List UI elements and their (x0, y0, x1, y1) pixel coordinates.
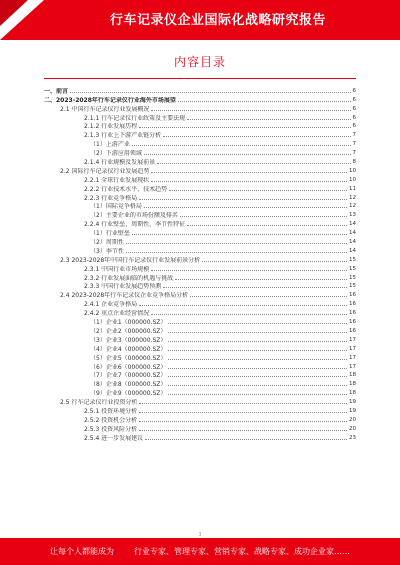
toc-dot-leader (70, 92, 350, 93)
toc-entry-label: （3）季节性 (90, 247, 124, 255)
toc-entry[interactable] (44, 317, 356, 326)
toc-entry[interactable] (44, 228, 356, 237)
toc-title: 内容目录 (173, 55, 226, 69)
toc-dot-leader (187, 225, 347, 226)
toc-dot-leader (168, 359, 347, 360)
toc-dot-leader (163, 136, 350, 137)
toc-entry-label: （6）企业6（000000.SZ） (90, 363, 167, 371)
toc-entry-page: 8 (352, 159, 356, 166)
toc-dot-leader (151, 181, 347, 182)
toc-entry-page: 14 (349, 221, 356, 228)
toc-entry-label: 一、前言 (44, 87, 69, 95)
toc-entry-label: 2.3 2023-2028年中国行车记录仪行业发展前景分析 (60, 256, 201, 264)
toc-entry-page: 11 (349, 185, 356, 192)
toc-entry-label: 2.2.3 行业竞争格局 (84, 194, 138, 202)
toc-dot-leader (139, 430, 347, 431)
toc-entry[interactable] (44, 210, 356, 219)
toc-dot-leader (144, 154, 351, 155)
toc-entry-label: 二、2023-2028年行车记录仪行业海外市场展望 (44, 96, 176, 104)
toc-entry-page: 6 (352, 105, 356, 112)
toc-entry-label: （8）企业8（000000.SZ） (90, 381, 167, 389)
toc-entry-label: 2.4 2023-2028年行车记录仪企业竞争格局分析 (60, 292, 189, 300)
toc-entry[interactable] (44, 157, 356, 166)
toc-entry-page: 6 (352, 87, 356, 94)
toc-entry-page: 12 (349, 203, 356, 210)
toc-entry[interactable] (44, 166, 356, 175)
toc-entry[interactable] (44, 273, 356, 282)
toc-dot-leader (139, 305, 347, 306)
footer-banner (0, 538, 400, 565)
toc-entry-label: 2.4.1 企业竞争格局 (84, 301, 138, 309)
toc-entry[interactable] (44, 433, 356, 442)
toc-entry[interactable] (44, 175, 356, 184)
toc-entry-page: 12 (349, 194, 356, 201)
toc-entry-label: （1）国际竞争格局 (90, 203, 142, 211)
toc-entry-label: （4）企业4（000000.SZ） (90, 345, 167, 353)
toc-dot-leader (169, 190, 347, 191)
toc-entry-label: 2.3.2 行业发展面临的机遇与挑战 (84, 274, 174, 282)
toc-dot-leader (132, 234, 347, 235)
toc-title-divider (44, 78, 356, 79)
toc-entry[interactable] (44, 130, 356, 139)
toc-dot-leader (144, 207, 347, 208)
toc-entry[interactable] (44, 95, 356, 104)
toc-dot-leader (139, 127, 350, 128)
toc-entry-label: 2.5.1 投资环境分析 (84, 407, 138, 415)
toc-entry-label: 2.3.1 中国行业市场规模 (84, 265, 150, 273)
toc-dot-leader (139, 199, 347, 200)
toc-entry[interactable] (44, 122, 356, 131)
toc-entry-label: 2.5.3 投资风险分析 (84, 425, 138, 433)
toc-entry-label: 2.4.2 重点企业经营情况 (84, 310, 150, 318)
toc-entry-label: 2.1.2 行业发展历程 (84, 123, 138, 131)
toc-entry[interactable] (44, 388, 356, 397)
toc-entry-page: 17 (349, 345, 356, 352)
toc-dot-leader (139, 421, 347, 422)
toc-dot-leader (168, 376, 347, 377)
toc-dot-leader (151, 172, 347, 173)
toc-entry-page: 15 (349, 283, 356, 290)
toc-entry-page: 14 (349, 247, 356, 254)
table-of-contents (44, 86, 356, 442)
toc-entry[interactable] (44, 335, 356, 344)
toc-dot-leader (151, 314, 347, 315)
toc-entry-label: （3）企业3（000000.SZ） (90, 336, 167, 344)
toc-entry[interactable] (44, 237, 356, 246)
toc-entry-label: 2.1 中国行车记录仪行业发展概况 (60, 105, 150, 113)
toc-dot-leader (168, 368, 347, 369)
toc-entry-label: （7）企业7（000000.SZ） (90, 372, 167, 380)
toc-entry-label: 2.5.2 投资机会分析 (84, 416, 138, 424)
toc-dot-leader (151, 270, 347, 271)
toc-entry[interactable] (44, 326, 356, 335)
toc-entry[interactable] (44, 86, 356, 95)
toc-entry-label: （2）下游应用领域 (90, 150, 142, 158)
toc-dot-leader (139, 403, 347, 404)
toc-entry[interactable] (44, 264, 356, 273)
toc-entry-page: 16 (349, 319, 356, 326)
toc-entry-page: 16 (349, 301, 356, 308)
toc-entry-label: 2.1.1 行车记录仪行业政策及主要法规 (84, 114, 186, 122)
toc-dot-leader (151, 110, 350, 111)
toc-entry-label: 2.1.4 行业规模及发展前景 (84, 159, 156, 167)
report-title: 行车记录仪企业国际化战略研究报告 (109, 13, 326, 28)
footer-slogan-left: 让每个人都能成为 (50, 547, 114, 556)
toc-dot-leader (157, 163, 350, 164)
header-corner-accent (0, 0, 28, 26)
toc-entry-page: 7 (352, 141, 356, 148)
toc-entry-page: 17 (349, 363, 356, 370)
toc-entry-page: 14 (349, 230, 356, 237)
toc-entry-label: （9）企业9（000000.SZ） (90, 390, 167, 398)
toc-dot-leader (178, 101, 351, 102)
toc-entry-label: 2.5.4 进一步发展建议 (84, 434, 144, 442)
toc-entry-page: 16 (349, 327, 356, 334)
toc-entry-label: 2.2 国际行车记录仪行业发展趋势 (60, 167, 150, 175)
toc-entry-page: 6 (352, 96, 356, 103)
toc-dot-leader (180, 216, 347, 217)
toc-entry-page: 18 (349, 381, 356, 388)
toc-entry[interactable] (44, 255, 356, 264)
toc-entry-label: 2.2.1 全球行业发展现状 (84, 176, 150, 184)
toc-entry-page: 18 (349, 390, 356, 397)
toc-entry-page: 20 (349, 416, 356, 423)
footer-slogan-right: 行业专家、管理专家、营销专家、战略专家、成功企业家…… (134, 547, 350, 556)
toc-dot-leader (132, 145, 351, 146)
toc-entry-page: 10 (349, 167, 356, 174)
toc-entry-label: 2.3.3 中国行业发展趋势预测 (84, 283, 162, 291)
toc-dot-leader (145, 439, 347, 440)
toc-entry-page: 15 (349, 256, 356, 263)
toc-entry[interactable] (44, 184, 356, 193)
toc-dot-leader (202, 261, 347, 262)
toc-entry[interactable] (44, 299, 356, 308)
toc-entry-page: 15 (349, 274, 356, 281)
toc-entry[interactable] (44, 308, 356, 317)
toc-entry[interactable] (44, 406, 356, 415)
toc-dot-leader (126, 243, 347, 244)
toc-entry-page: 13 (349, 212, 356, 219)
toc-entry-page: 6 (352, 123, 356, 130)
toc-entry-page: 19 (349, 407, 356, 414)
toc-entry[interactable] (44, 246, 356, 255)
toc-entry-page: 7 (352, 132, 356, 139)
toc-entry-page: 15 (349, 265, 356, 272)
toc-dot-leader (168, 323, 347, 324)
toc-entry[interactable] (44, 353, 356, 362)
toc-dot-leader (168, 332, 347, 333)
toc-entry-label: 2.5 行车记录仪行业投资分析 (60, 399, 138, 407)
toc-entry-page: 14 (349, 239, 356, 246)
toc-entry[interactable] (44, 139, 356, 148)
toc-entry-label: （2）主要企业的市场份额及排名 (90, 212, 178, 220)
toc-entry-label: 2.2.2 行业技术水平、技术趋势 (84, 185, 168, 193)
toc-entry[interactable] (44, 113, 356, 122)
toc-entry-page: 17 (349, 354, 356, 361)
toc-entry-label: （2）周期性 (90, 239, 124, 247)
page-number: 3 (198, 532, 202, 538)
toc-entry-page: 17 (349, 336, 356, 343)
toc-entry-page: 10 (349, 176, 356, 183)
toc-dot-leader (190, 296, 347, 297)
toc-dot-leader (168, 385, 347, 386)
toc-dot-leader (163, 287, 347, 288)
toc-entry-label: 2.1.3 行业上下游产业链分析 (84, 132, 162, 140)
report-header (0, 0, 400, 40)
toc-entry[interactable] (44, 202, 356, 211)
toc-dot-leader (139, 412, 347, 413)
toc-dot-leader (168, 394, 347, 395)
toc-entry-page: 16 (349, 292, 356, 299)
toc-dot-leader (168, 350, 347, 351)
toc-entry-page: 6 (352, 114, 356, 121)
toc-entry[interactable] (44, 344, 356, 353)
toc-entry[interactable] (44, 371, 356, 380)
toc-entry[interactable] (44, 219, 356, 228)
toc-entry[interactable] (44, 379, 356, 388)
toc-entry-page: 18 (349, 372, 356, 379)
toc-entry[interactable] (44, 397, 356, 406)
toc-entry[interactable] (44, 424, 356, 433)
toc-entry-page: 19 (349, 399, 356, 406)
toc-entry-label: （1）企业1（000000.SZ） (90, 319, 167, 327)
toc-entry[interactable] (44, 148, 356, 157)
toc-entry[interactable] (44, 282, 356, 291)
toc-entry[interactable] (44, 415, 356, 424)
toc-entry[interactable] (44, 104, 356, 113)
toc-dot-leader (175, 279, 347, 280)
toc-entry-page: 23 (349, 434, 356, 441)
toc-entry-label: （1）行业壁垒 (90, 230, 130, 238)
toc-entry[interactable] (44, 290, 356, 299)
toc-dot-leader (168, 341, 347, 342)
toc-entry[interactable] (44, 362, 356, 371)
toc-dot-leader (126, 252, 347, 253)
toc-entry-label: （5）企业5（000000.SZ） (90, 354, 167, 362)
toc-entry-label: 2.2.4 行业壁垒、周期性、季节性特征 (84, 221, 186, 229)
toc-entry-label: （1）上游产业 (90, 141, 130, 149)
toc-entry-page: 20 (349, 425, 356, 432)
toc-entry-label: （2）企业2（000000.SZ） (90, 327, 167, 335)
toc-dot-leader (187, 119, 350, 120)
toc-entry-page: 16 (349, 310, 356, 317)
toc-entry-page: 7 (352, 150, 356, 157)
toc-entry[interactable] (44, 193, 356, 202)
